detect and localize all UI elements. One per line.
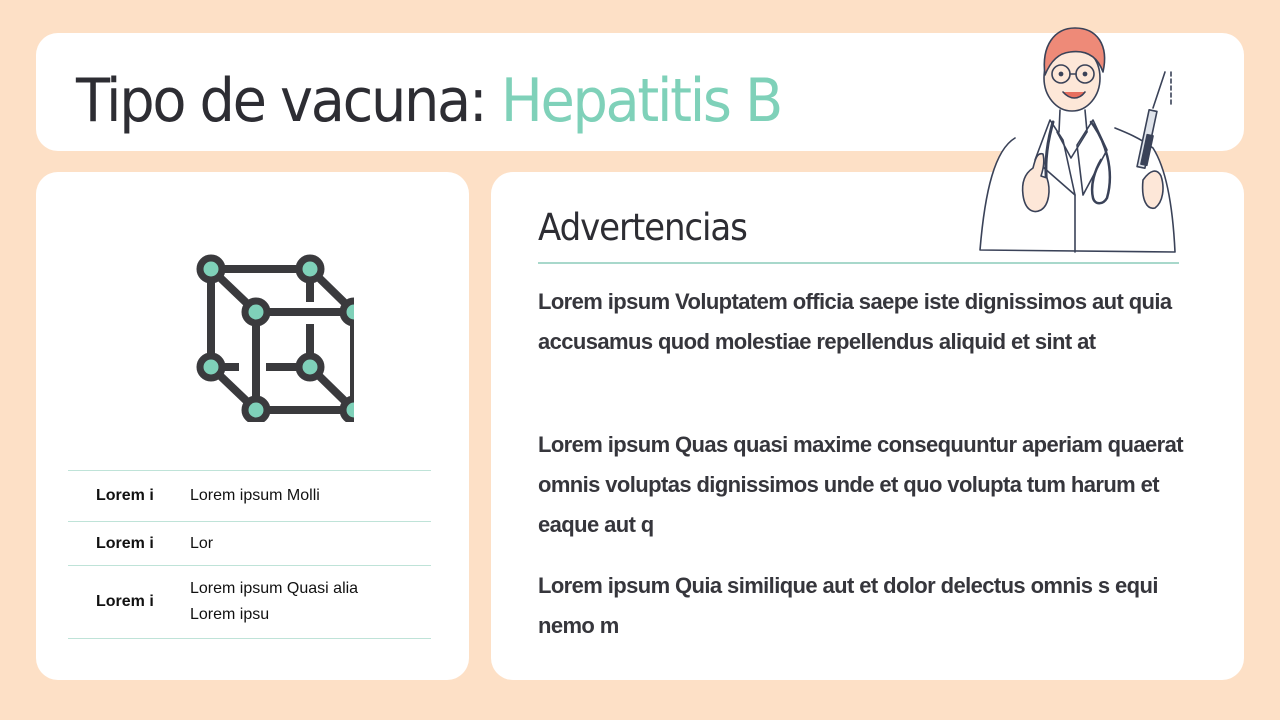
row-label: Lorem i bbox=[96, 487, 154, 504]
page-title bbox=[76, 63, 781, 139]
warning-paragraph: Lorem ipsum Quas quasi maxime consequuntur aperiam quaerat omnis voluptas dignissimos unde et quo volupta tum harum et eaque aut q bbox=[538, 432, 1183, 537]
row-value: Lorem ipsum Quasi alia Lorem ipsu bbox=[190, 580, 359, 623]
title-highlight: Hepatitis B bbox=[500, 66, 782, 136]
section-title: Advertencias bbox=[538, 206, 747, 249]
doctor-illustration bbox=[975, 20, 1190, 260]
row-label: Lorem i bbox=[96, 593, 154, 610]
table-row bbox=[68, 566, 431, 639]
info-table bbox=[68, 470, 431, 639]
warning-paragraph: Lorem ipsum Voluptatem officia saepe iste dignissimos aut quia accusamus quod molestiae repellendus aliquid et sint at bbox=[538, 289, 1172, 354]
table-row bbox=[68, 471, 431, 522]
row-value: Lorem ipsum Molli bbox=[190, 487, 320, 504]
cube-network-icon bbox=[154, 232, 354, 422]
table-row bbox=[68, 522, 431, 566]
vaccine-info-card bbox=[36, 172, 469, 680]
divider bbox=[538, 262, 1179, 264]
warning-paragraph: Lorem ipsum Quia similique aut et dolor delectus omnis s equi nemo m bbox=[538, 573, 1158, 638]
row-label: Lorem i bbox=[96, 534, 154, 552]
row-value: Lor bbox=[190, 534, 214, 552]
title-prefix: Tipo de vacuna: bbox=[76, 66, 501, 136]
